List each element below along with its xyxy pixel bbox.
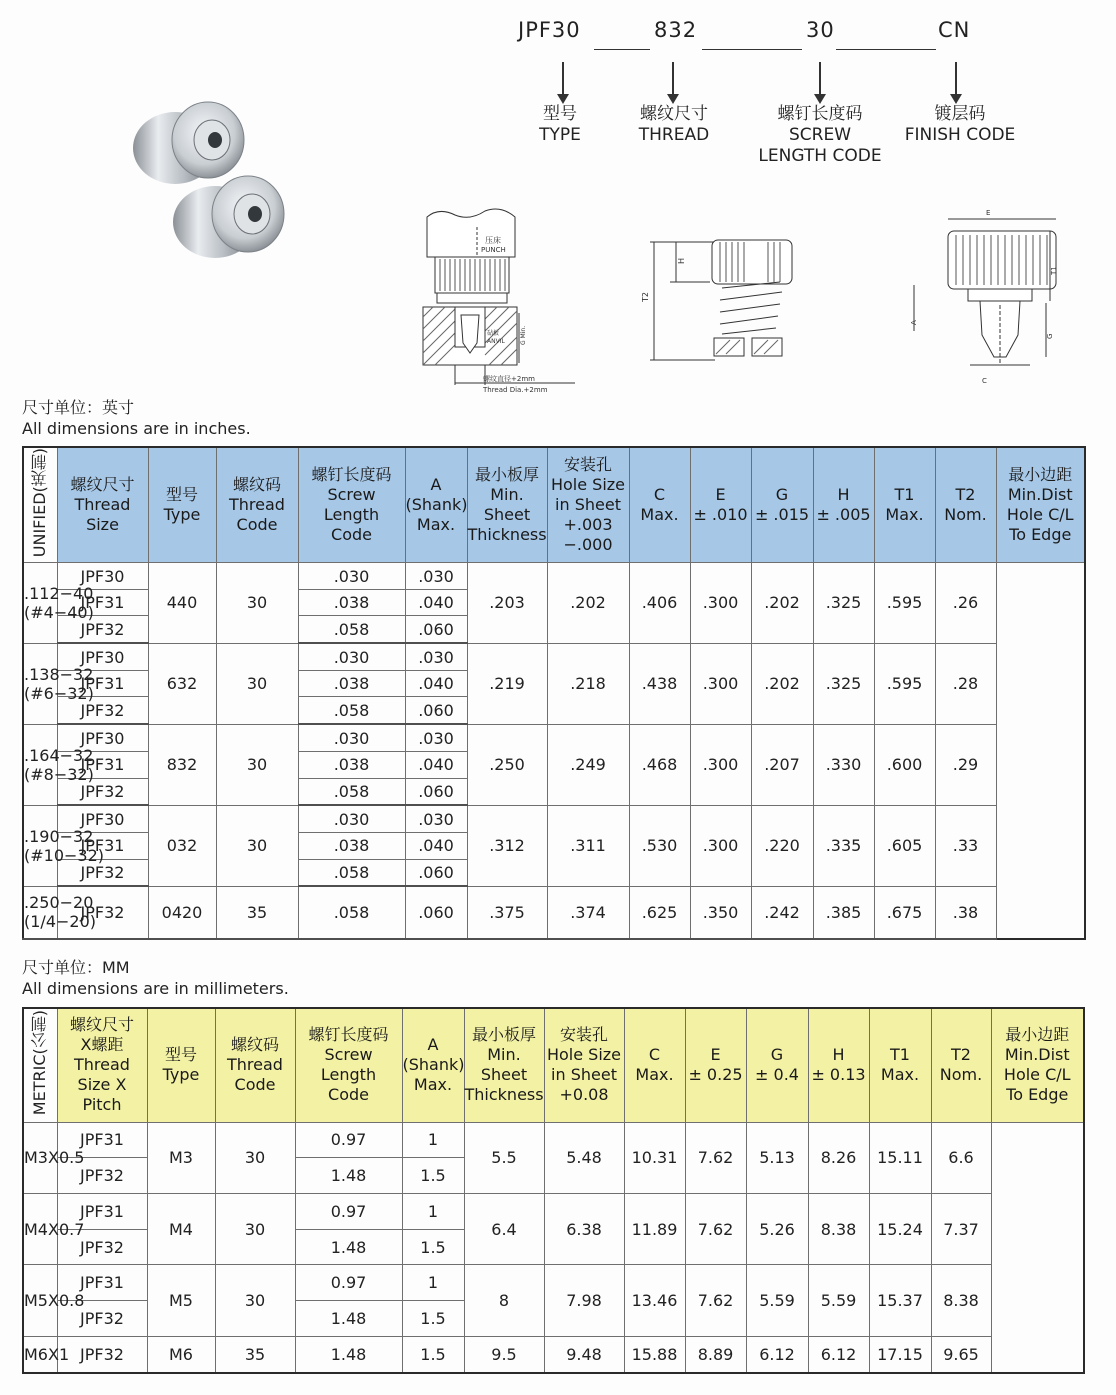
inch-dist-cell: .29 <box>935 724 996 805</box>
inch-min-sheet-cell: .040 <box>405 833 467 860</box>
inch-e-cell: .406 <box>629 563 690 643</box>
inch-side-label <box>23 447 57 563</box>
mm-dist-cell: 9.65 <box>931 1336 991 1373</box>
inch-c-cell: .218 <box>547 643 629 724</box>
inch-a-cell: .038 <box>298 670 405 697</box>
mm-thread-size-cell <box>23 1336 70 1373</box>
pn-label-type <box>520 104 600 146</box>
inch-g-cell: .350 <box>690 886 751 939</box>
thread-dia-zh-label: 螺纹直径+2mm <box>483 375 535 383</box>
t2-dim-label: T2 <box>641 292 650 302</box>
mm-min-sheet-cell: 1.5 <box>402 1229 464 1265</box>
inch-t1-cell: .325 <box>813 643 874 724</box>
table-row <box>23 563 1085 590</box>
inch-h-cell: .202 <box>751 563 813 643</box>
mm-table-body <box>23 1122 1084 1373</box>
inch-screw-length-cell: 30 <box>216 563 298 643</box>
mm-g-cell: 7.62 <box>685 1122 746 1193</box>
mm-t2-cell: 15.24 <box>869 1193 931 1264</box>
inch-c-cell: .374 <box>547 886 629 939</box>
mm-type-cell: JPF32 <box>57 1301 147 1337</box>
mm-c-cell: 6.38 <box>544 1193 624 1264</box>
inch-col-e: E ± .010 <box>690 447 751 563</box>
inch-t2-cell: .595 <box>874 643 935 724</box>
inch-thread-size: .250−20 <box>24 893 94 913</box>
mm-a-cell: 0.97 <box>295 1193 402 1229</box>
inch-hole-cell: .203 <box>467 563 547 643</box>
mm-type-cell: JPF31 <box>57 1122 147 1158</box>
pn-segment-finish: CN <box>938 18 971 42</box>
table-row <box>23 886 1085 939</box>
inch-table-body <box>23 563 1085 939</box>
inch-e-cell: .530 <box>629 805 690 886</box>
gmin-label: G Min. <box>520 325 527 345</box>
pn-label-finish-zh: 镀层码 <box>934 104 986 124</box>
mm-g-cell: 7.62 <box>685 1193 746 1264</box>
mm-thread-code-cell: M5 <box>147 1265 215 1336</box>
punch-zh-label: 压床 <box>485 236 501 245</box>
pn-label-thread <box>624 104 724 146</box>
inch-t1-cell: .325 <box>813 563 874 643</box>
inch-type-cell: JPF32 <box>57 697 148 724</box>
installation-drawing <box>415 205 585 400</box>
mm-a-cell: 1.48 <box>295 1336 402 1373</box>
table-row <box>23 724 1085 751</box>
pn-label-thread-en: THREAD <box>638 125 710 145</box>
mm-caption-en: All dimensions are in millimeters. <box>22 979 289 998</box>
e-dim-label: E <box>986 209 991 217</box>
down-arrow-icon <box>955 62 957 98</box>
thread-dia-en-label: Thread Dia.+2mm <box>483 386 548 394</box>
inch-a-cell: .058 <box>298 778 405 805</box>
inch-dist-cell: .38 <box>935 886 996 939</box>
inch-a-cell: .038 <box>298 751 405 778</box>
inch-min-sheet-cell: .060 <box>405 886 467 939</box>
inch-type-cell: JPF31 <box>57 670 148 697</box>
mm-c-cell: 7.98 <box>544 1265 624 1336</box>
inch-min-sheet-cell: .040 <box>405 589 467 616</box>
inch-screw-length-cell: 35 <box>216 886 298 939</box>
inch-min-sheet-cell: .060 <box>405 859 467 886</box>
inch-t2-cell: .595 <box>874 563 935 643</box>
mm-spec-table <box>22 1007 1085 1374</box>
pn-connector <box>702 49 802 50</box>
mm-thread-code-cell: M3 <box>147 1122 215 1193</box>
inch-type-cell: JPF30 <box>57 563 148 590</box>
mm-a-cell: 0.97 <box>295 1122 402 1158</box>
cross-section-drawing <box>640 230 810 370</box>
inch-c-cell: .202 <box>547 563 629 643</box>
inch-thread-size-cell <box>23 643 94 724</box>
inch-type-cell: JPF30 <box>57 643 148 670</box>
inch-a-cell: .058 <box>298 616 405 643</box>
mm-col-h: H ± 0.13 <box>808 1008 869 1122</box>
pn-label-thread-zh: 螺纹尺寸 <box>640 104 708 124</box>
mm-col-min-sheet: 最小板厚 Min. Sheet Thickness <box>464 1008 544 1122</box>
inch-col-min-sheet: 最小板厚 Min. Sheet Thickness <box>467 447 547 563</box>
mm-col-thread-size: 螺纹尺寸 X螺距 Thread Size X Pitch <box>57 1008 147 1122</box>
inch-hole-cell: .250 <box>467 724 547 805</box>
inch-header-row <box>23 447 1085 563</box>
inch-a-cell: .030 <box>298 805 405 832</box>
inch-type-cell: JPF32 <box>57 616 148 643</box>
fastener-image-top <box>133 102 244 184</box>
inch-caption-en: All dimensions are in inches. <box>22 419 251 438</box>
mm-col-thread-code: 螺纹码 Thread Code <box>215 1008 295 1122</box>
inch-thread-size-alt: (#8−32) <box>24 764 94 784</box>
mm-thread-size: M4X0.7 <box>24 1219 85 1239</box>
inch-type-cell: JPF30 <box>57 724 148 751</box>
inch-thread-size: .164−32 <box>24 745 94 765</box>
mm-screw-length-cell: 35 <box>215 1336 295 1373</box>
mm-t2-cell: 15.37 <box>869 1265 931 1336</box>
mm-min-sheet-cell: 1.5 <box>402 1301 464 1337</box>
table-row <box>23 1122 1084 1158</box>
table-row <box>23 1265 1084 1301</box>
pn-label-finish-en: FINISH CODE <box>904 125 1016 145</box>
inch-col-c: C Max. <box>629 447 690 563</box>
mm-col-t2: T2 Nom. <box>931 1008 991 1122</box>
table-row <box>23 805 1085 832</box>
anvil-zh-label: 砧板 <box>487 330 500 337</box>
mm-e-cell: 11.89 <box>624 1193 685 1264</box>
mm-c-cell: 5.48 <box>544 1122 624 1193</box>
mm-unit-caption <box>22 957 289 999</box>
mm-t2-cell: 17.15 <box>869 1336 931 1373</box>
mm-type-cell: JPF31 <box>57 1265 147 1301</box>
inch-spec-table <box>22 446 1086 940</box>
inch-h-cell: .242 <box>751 886 813 939</box>
a-dim-label: A <box>910 320 918 325</box>
mm-col-c: C Max. <box>624 1008 685 1122</box>
mm-e-cell: 15.88 <box>624 1336 685 1373</box>
inch-c-cell: .249 <box>547 724 629 805</box>
c-dim-label: C <box>982 377 987 385</box>
mm-hole-cell: 6.4 <box>464 1193 544 1264</box>
mm-thread-size: M3X0.5 <box>24 1148 85 1168</box>
mm-min-sheet-cell: 1.5 <box>402 1158 464 1194</box>
inch-min-sheet-cell: .060 <box>405 616 467 643</box>
inch-t1-cell: .335 <box>813 805 874 886</box>
inch-thread-size-alt: (1/4−20) <box>24 912 96 932</box>
inch-a-cell: .058 <box>298 697 405 724</box>
inch-min-sheet-cell: .040 <box>405 751 467 778</box>
mm-thread-size-cell <box>23 1122 85 1193</box>
inch-col-screw-length: 螺钉长度码 Screw Length Code <box>298 447 405 563</box>
pn-label-type-en: TYPE <box>539 125 581 145</box>
inch-col-h: H ± .005 <box>813 447 874 563</box>
pn-label-length <box>745 104 895 167</box>
mm-h-cell: 5.26 <box>746 1193 808 1264</box>
mm-thread-size-cell <box>23 1265 85 1336</box>
mm-dist-cell: 8.38 <box>931 1265 991 1336</box>
inch-thread-size: .138−32 <box>24 664 94 684</box>
inch-type-cell: JPF32 <box>57 859 148 886</box>
mm-side-label <box>23 1008 57 1122</box>
inch-thread-code-cell: 632 <box>148 643 216 724</box>
inch-a-cell: .030 <box>298 643 405 670</box>
mm-col-e: E ± 0.25 <box>685 1008 746 1122</box>
inch-e-cell: .468 <box>629 724 690 805</box>
inch-t2-cell: .605 <box>874 805 935 886</box>
inch-min-sheet-cell: .030 <box>405 805 467 832</box>
inch-type-cell: JPF31 <box>57 833 148 860</box>
unified-side-text: UNIFIED(英制) <box>30 448 50 558</box>
inch-screw-length-cell: 30 <box>216 805 298 886</box>
inch-thread-size-cell <box>23 724 94 805</box>
inch-col-t2: T2 Nom. <box>935 447 996 563</box>
mm-screw-length-cell: 30 <box>215 1265 295 1336</box>
pn-label-length-en: SCREW <box>788 125 852 145</box>
mm-c-cell: 9.48 <box>544 1336 624 1373</box>
inch-e-cell: .625 <box>629 886 690 939</box>
inch-col-hole: 安装孔 Hole Size in Sheet +.003 −.000 <box>547 447 629 563</box>
mm-h-cell: 6.12 <box>746 1336 808 1373</box>
mm-col-screw-length: 螺钉长度码 Screw Length Code <box>295 1008 402 1122</box>
inch-col-min-dist: 最小边距 Min.Dist Hole C/L To Edge <box>996 447 1085 563</box>
dimension-drawing <box>910 205 1060 390</box>
down-arrow-icon <box>672 62 674 98</box>
mm-hole-cell: 9.5 <box>464 1336 544 1373</box>
mm-t2-cell: 15.11 <box>869 1122 931 1193</box>
mm-thread-code-cell: M6 <box>147 1336 215 1373</box>
mm-screw-length-cell: 30 <box>215 1193 295 1264</box>
inch-t2-cell: .675 <box>874 886 935 939</box>
mm-a-cell: 1.48 <box>295 1229 402 1265</box>
mm-t1-cell: 5.59 <box>808 1265 869 1336</box>
mm-type-cell: JPF32 <box>57 1158 147 1194</box>
inch-h-cell: .220 <box>751 805 813 886</box>
inch-min-sheet-cell: .040 <box>405 670 467 697</box>
mm-min-sheet-cell: 1 <box>402 1193 464 1229</box>
inch-thread-size-alt: (#10−32) <box>24 845 105 865</box>
inch-thread-size: .190−32 <box>24 826 94 846</box>
mm-hole-cell: 8 <box>464 1265 544 1336</box>
inch-type-cell: JPF31 <box>57 589 148 616</box>
mm-t1-cell: 8.38 <box>808 1193 869 1264</box>
pn-segment-length: 30 <box>806 18 835 42</box>
inch-screw-length-cell: 30 <box>216 724 298 805</box>
inch-thread-code-cell: 440 <box>148 563 216 643</box>
inch-unit-caption <box>22 397 251 439</box>
pn-segment-thread: 832 <box>654 18 698 42</box>
mm-dist-cell: 6.6 <box>931 1122 991 1193</box>
mm-caption-zh: 尺寸单位：MM <box>22 958 130 977</box>
inch-thread-size: .112−40 <box>24 583 94 603</box>
mm-a-cell: 0.97 <box>295 1265 402 1301</box>
inch-t1-cell: .330 <box>813 724 874 805</box>
pn-label-length-en2: LENGTH CODE <box>758 146 882 166</box>
pn-label-type-zh: 型号 <box>543 104 577 124</box>
inch-hole-cell: .312 <box>467 805 547 886</box>
inch-min-sheet-cell: .060 <box>405 778 467 805</box>
mm-e-cell: 10.31 <box>624 1122 685 1193</box>
mm-h-cell: 5.59 <box>746 1265 808 1336</box>
mm-type-cell: JPF31 <box>57 1193 147 1229</box>
pn-connector <box>594 49 650 50</box>
mm-a-cell: 1.48 <box>295 1158 402 1194</box>
inch-thread-size-cell <box>23 563 94 643</box>
inch-a-cell: .058 <box>298 859 405 886</box>
mm-thread-size-cell <box>23 1193 85 1264</box>
inch-a-cell: .030 <box>298 563 405 590</box>
inch-a-cell: .038 <box>298 833 405 860</box>
inch-min-sheet-cell: .030 <box>405 643 467 670</box>
mm-col-type: 型号 Type <box>147 1008 215 1122</box>
inch-thread-code-cell: 0420 <box>148 886 216 939</box>
mm-header-row <box>23 1008 1084 1122</box>
inch-thread-code-cell: 832 <box>148 724 216 805</box>
inch-hole-cell: .219 <box>467 643 547 724</box>
metric-side-text: METRIC(公制) <box>30 1010 50 1116</box>
pn-label-length-zh: 螺钉长度码 <box>777 104 863 124</box>
down-arrow-icon <box>819 62 821 98</box>
h-dim-label: H <box>677 257 686 264</box>
inch-g-cell: .300 <box>690 724 751 805</box>
mm-thread-code-cell: M4 <box>147 1193 215 1264</box>
inch-caption-zh: 尺寸单位：英寸 <box>22 398 135 417</box>
mm-type-cell: JPF32 <box>57 1229 147 1265</box>
inch-c-cell: .311 <box>547 805 629 886</box>
pn-segment-type: JPF30 <box>518 18 581 42</box>
mm-e-cell: 13.46 <box>624 1265 685 1336</box>
inch-min-sheet-cell: .030 <box>405 563 467 590</box>
pn-connector <box>836 49 936 50</box>
mm-min-sheet-cell: 1 <box>402 1122 464 1158</box>
down-arrow-icon <box>562 62 564 98</box>
table-row <box>23 1193 1084 1229</box>
mm-a-cell: 1.48 <box>295 1301 402 1337</box>
inch-t1-cell: .385 <box>813 886 874 939</box>
inch-thread-size-cell <box>23 886 96 939</box>
inch-hole-cell: .375 <box>467 886 547 939</box>
g-dim-label: G <box>1046 333 1054 339</box>
mm-h-cell: 5.13 <box>746 1122 808 1193</box>
t1-dim-label: T1 <box>1050 266 1058 275</box>
inch-type-cell: JPF32 <box>57 778 148 805</box>
inch-g-cell: .300 <box>690 805 751 886</box>
fastener-image-bottom <box>173 176 284 258</box>
inch-e-cell: .438 <box>629 643 690 724</box>
punch-en-label: PUNCH <box>481 246 506 254</box>
mm-col-g: G ± 0.4 <box>746 1008 808 1122</box>
inch-col-type: 型号 Type <box>148 447 216 563</box>
inch-dist-cell: .26 <box>935 563 996 643</box>
mm-col-min-dist: 最小边距 Min.Dist Hole C/L To Edge <box>991 1008 1084 1122</box>
inch-col-thread-code: 螺纹码 Thread Code <box>216 447 298 563</box>
table-row <box>23 1336 1084 1373</box>
inch-col-a: A (Shank) Max. <box>405 447 467 563</box>
inch-h-cell: .207 <box>751 724 813 805</box>
mm-col-hole: 安装孔 Hole Size in Sheet +0.08 <box>544 1008 624 1122</box>
inch-col-t1: T1 Max. <box>874 447 935 563</box>
inch-type-cell: JPF32 <box>57 886 148 939</box>
anvil-en-label: ANVIL <box>487 338 505 345</box>
mm-hole-cell: 5.5 <box>464 1122 544 1193</box>
mm-type-cell: JPF32 <box>57 1336 147 1373</box>
inch-screw-length-cell: 30 <box>216 643 298 724</box>
inch-thread-size-alt: (#4−40) <box>24 602 94 622</box>
mm-col-a: A (Shank) Max. <box>402 1008 464 1122</box>
mm-dist-cell: 7.37 <box>931 1193 991 1264</box>
mm-t1-cell: 8.26 <box>808 1122 869 1193</box>
inch-a-cell: .058 <box>298 886 405 939</box>
inch-t2-cell: .600 <box>874 724 935 805</box>
inch-a-cell: .030 <box>298 724 405 751</box>
mm-g-cell: 8.89 <box>685 1336 746 1373</box>
inch-a-cell: .038 <box>298 589 405 616</box>
mm-screw-length-cell: 30 <box>215 1122 295 1193</box>
mm-thread-size: M6X1 <box>24 1344 70 1364</box>
inch-thread-size-alt: (#6−32) <box>24 683 94 703</box>
inch-g-cell: .300 <box>690 643 751 724</box>
table-row <box>23 643 1085 670</box>
mm-min-sheet-cell: 1 <box>402 1265 464 1301</box>
inch-col-g: G ± .015 <box>751 447 813 563</box>
mm-g-cell: 7.62 <box>685 1265 746 1336</box>
inch-min-sheet-cell: .060 <box>405 697 467 724</box>
inch-h-cell: .202 <box>751 643 813 724</box>
inch-col-thread-size: 螺纹尺寸 Thread Size <box>57 447 148 563</box>
inch-dist-cell: .33 <box>935 805 996 886</box>
inch-thread-code-cell: 032 <box>148 805 216 886</box>
inch-type-cell: JPF30 <box>57 805 148 832</box>
inch-g-cell: .300 <box>690 563 751 643</box>
pn-label-finish <box>890 104 1030 146</box>
mm-min-sheet-cell: 1.5 <box>402 1336 464 1373</box>
product-photo <box>120 100 300 270</box>
mm-thread-size: M5X0.8 <box>24 1291 85 1311</box>
mm-col-t1: T1 Max. <box>869 1008 931 1122</box>
mm-t1-cell: 6.12 <box>808 1336 869 1373</box>
inch-dist-cell: .28 <box>935 643 996 724</box>
inch-min-sheet-cell: .030 <box>405 724 467 751</box>
inch-type-cell: JPF31 <box>57 751 148 778</box>
